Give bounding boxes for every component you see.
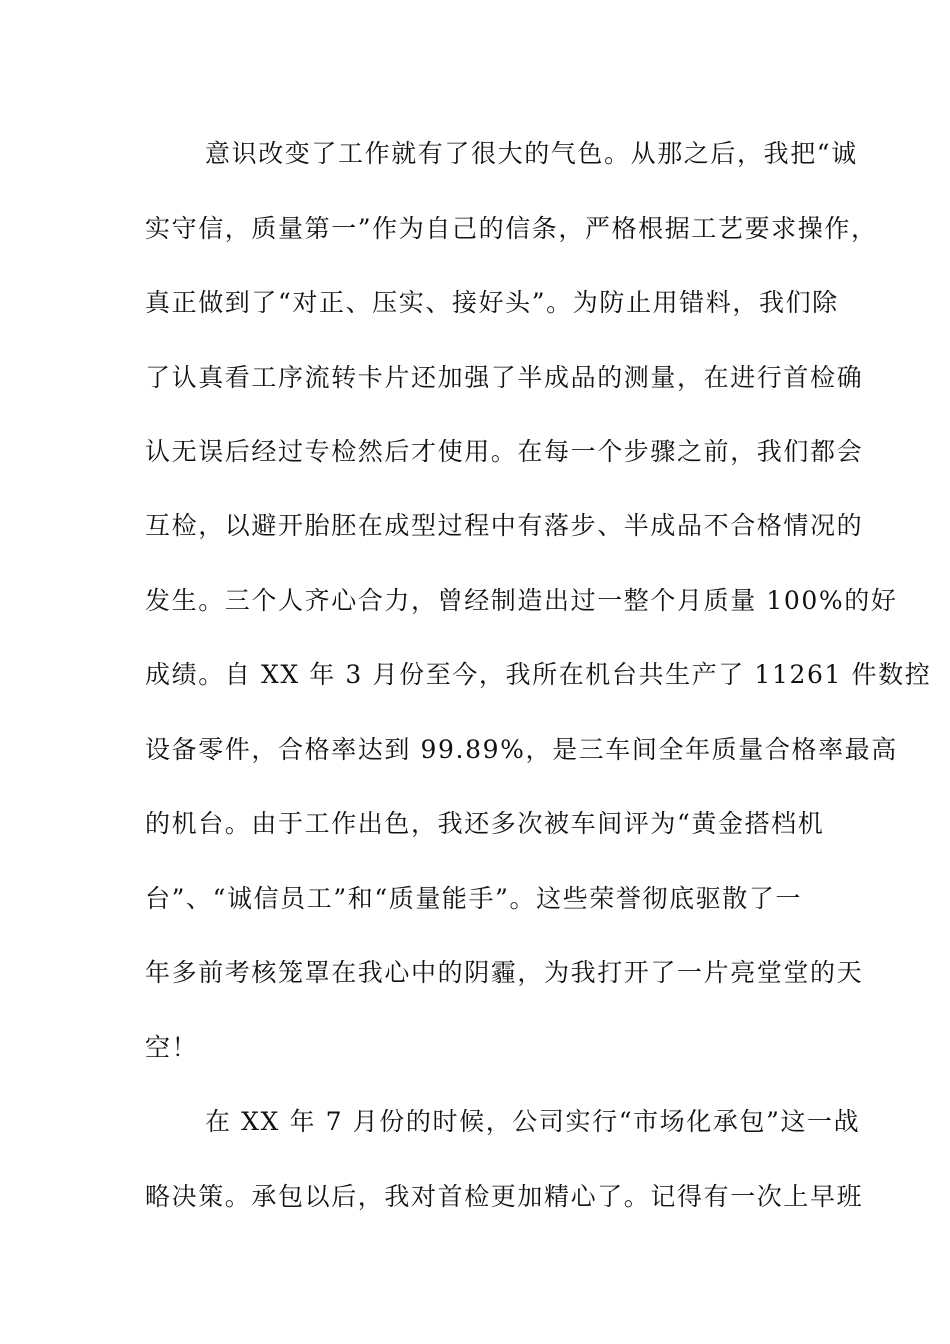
paragraph-1-line-1: 意识改变了工作就有了很大的气色。从那之后，我把“诚 bbox=[205, 139, 858, 168]
paragraph-1-line-13: 空！ bbox=[145, 1033, 199, 1062]
paragraph-1-line-10: 的机台。由于工作出色，我还多次被车间评为“黄金搭档机 bbox=[145, 809, 825, 838]
paragraph-1-line-9: 设备零件，合格率达到 99.89%，是三车间全年质量合格率最高 bbox=[145, 735, 898, 764]
paragraph-2-line-2: 略决策。承包以后，我对首检更加精心了。记得有一次上早班 bbox=[145, 1182, 864, 1211]
paragraph-1-line-6: 互检，以避开胎胚在成型过程中有落步、半成品不合格情况的 bbox=[145, 511, 864, 540]
paragraph-1-line-5: 认无误后经过专检然后才使用。在每一个步骤之前，我们都会 bbox=[145, 437, 864, 466]
paragraph-1-line-12: 年多前考核笼罩在我心中的阴霾，为我打开了一片亮堂堂的天 bbox=[145, 958, 864, 987]
paragraph-1-line-8: 成绩。自 XX 年 3 月份至今，我所在机台共生产了 11261 件数控 bbox=[145, 660, 932, 689]
paragraph-1-line-2: 实守信，质量第一”作为自己的信条，严格根据工艺要求操作， bbox=[145, 214, 878, 243]
paragraph-1-line-11: 台”、“诚信员工”和“质量能手”。这些荣誉彻底驱散了一 bbox=[145, 884, 803, 913]
paragraph-2-line-1: 在 XX 年 7 月份的时候，公司实行“市场化承包”这一战 bbox=[205, 1107, 861, 1136]
paragraph-1-line-4: 了认真看工序流转卡片还加强了半成品的测量，在进行首检确 bbox=[145, 363, 864, 392]
paragraph-1-line-3: 真正做到了“对正、压实、接好头”。为防止用错料，我们除 bbox=[145, 288, 839, 317]
paragraph-1-line-7: 发生。三个人齐心合力，曾经制造出过一整个月质量 100%的好 bbox=[145, 586, 898, 615]
